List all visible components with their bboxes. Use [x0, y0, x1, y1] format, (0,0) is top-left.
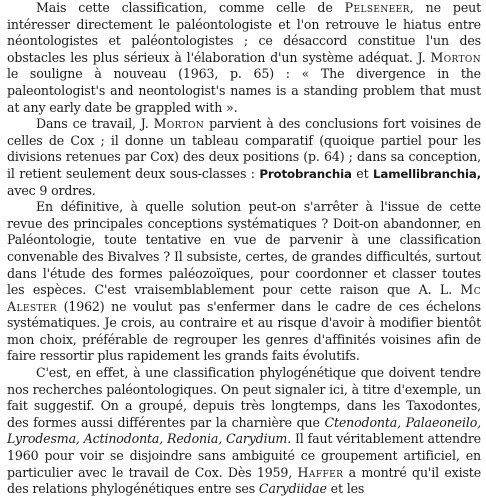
paragraph-4 — [7, 365, 481, 498]
text-it: Ctenodonta, Palaeoneilo, Lyrodesma, Actinodonta, Redonia, Carydium. — [7, 414, 482, 447]
text-sc: Morton — [430, 49, 481, 65]
text-run: C'est, en effet, à une classification phylogénétique que doivent tendre nos recherches paléontologiques. On peut signaler ici, à titre d'exemple, un fait suggestif. On a groupé, depuis très longtemps, dans les Taxodontes, des formes aussi différentes par la charnière que — [7, 365, 481, 430]
text-sc: Morton — [153, 116, 205, 132]
text-bold-sans: Lamellibranchia, — [373, 166, 482, 181]
text-it: Carydiidae — [258, 481, 327, 497]
text-run: Dans ce travail, J. — [36, 116, 154, 132]
document-page — [7, 0, 481, 498]
text-run: Mais cette classification, comme celle de — [36, 0, 345, 15]
paragraph-2 — [7, 116, 481, 199]
text-run: Il faut véritablement attendre 1960 pour voir se disjoindre sans ambiguité ce groupement artificiel, en particulier avec le travail de Cox. Dès 1959, — [7, 431, 481, 480]
text-run: En définitive, à quelle solution peut-on s'arrêter à l'issue de cette revue des principales conceptions systématiques ? Doit-on abandonner, en Paléontologie, toute tentative en vue de parvenir à une classification convenable des Bivalves ? Il subsiste, certes, de grandes difficultés, surtout dans l'étude des formes paléozoïques, pour coordonner et classer toutes les espèces. C'est vraisemblablement pour cette raison que A. L. — [7, 199, 481, 298]
text-run: a montré qu'il existe des relations phylogénétiques entre ses — [7, 464, 482, 497]
text-run: (1962) ne voulut pas s'enfermer dans le cadre de ces échelons systématiques. Je crois, au contraire et au risque d'avoir à modifier bientôt mon choix, préférable de regrouper les genres d'affinités voisines afin de faire ressortir plus rapidement les grands faits évolutifs. — [7, 298, 481, 364]
text-run: le souligne à nouveau (1963, p. 65) : « The divergence in the paleontologist's and neontologist's names is a standing problem that must at any early date be grappled with ». — [7, 66, 481, 115]
text-bold-sans: Protobranchia — [259, 166, 352, 181]
paragraph-1 — [7, 0, 481, 116]
paragraph-3 — [7, 199, 481, 365]
text-run: et — [351, 165, 374, 181]
text-run: parvient à des conclusions fort voisines de celles de Cox ; il donne un tableau comparatif (quoique partiel pour les divisions retenues par Cox) des deux positions (p. 64) ; dans sa conception, il retient seulement deux sous-classes : — [7, 116, 481, 181]
text-sc: Pelseneer — [344, 0, 410, 15]
text-run: , ne peut intéresser directement le paléontologiste et l'on retrouve le hiatus entre néontologistes et paléontologistes ; ce désaccord constitue l'un des obstacles les plus sérieux à l'élaboration d'un système adéquat. J. — [7, 0, 481, 65]
text-sc: Mc Alester — [7, 282, 481, 314]
text-run: avec 9 ordres. — [7, 182, 96, 198]
text-run: et les — [326, 481, 365, 497]
text-sc: Haffer — [297, 464, 344, 480]
